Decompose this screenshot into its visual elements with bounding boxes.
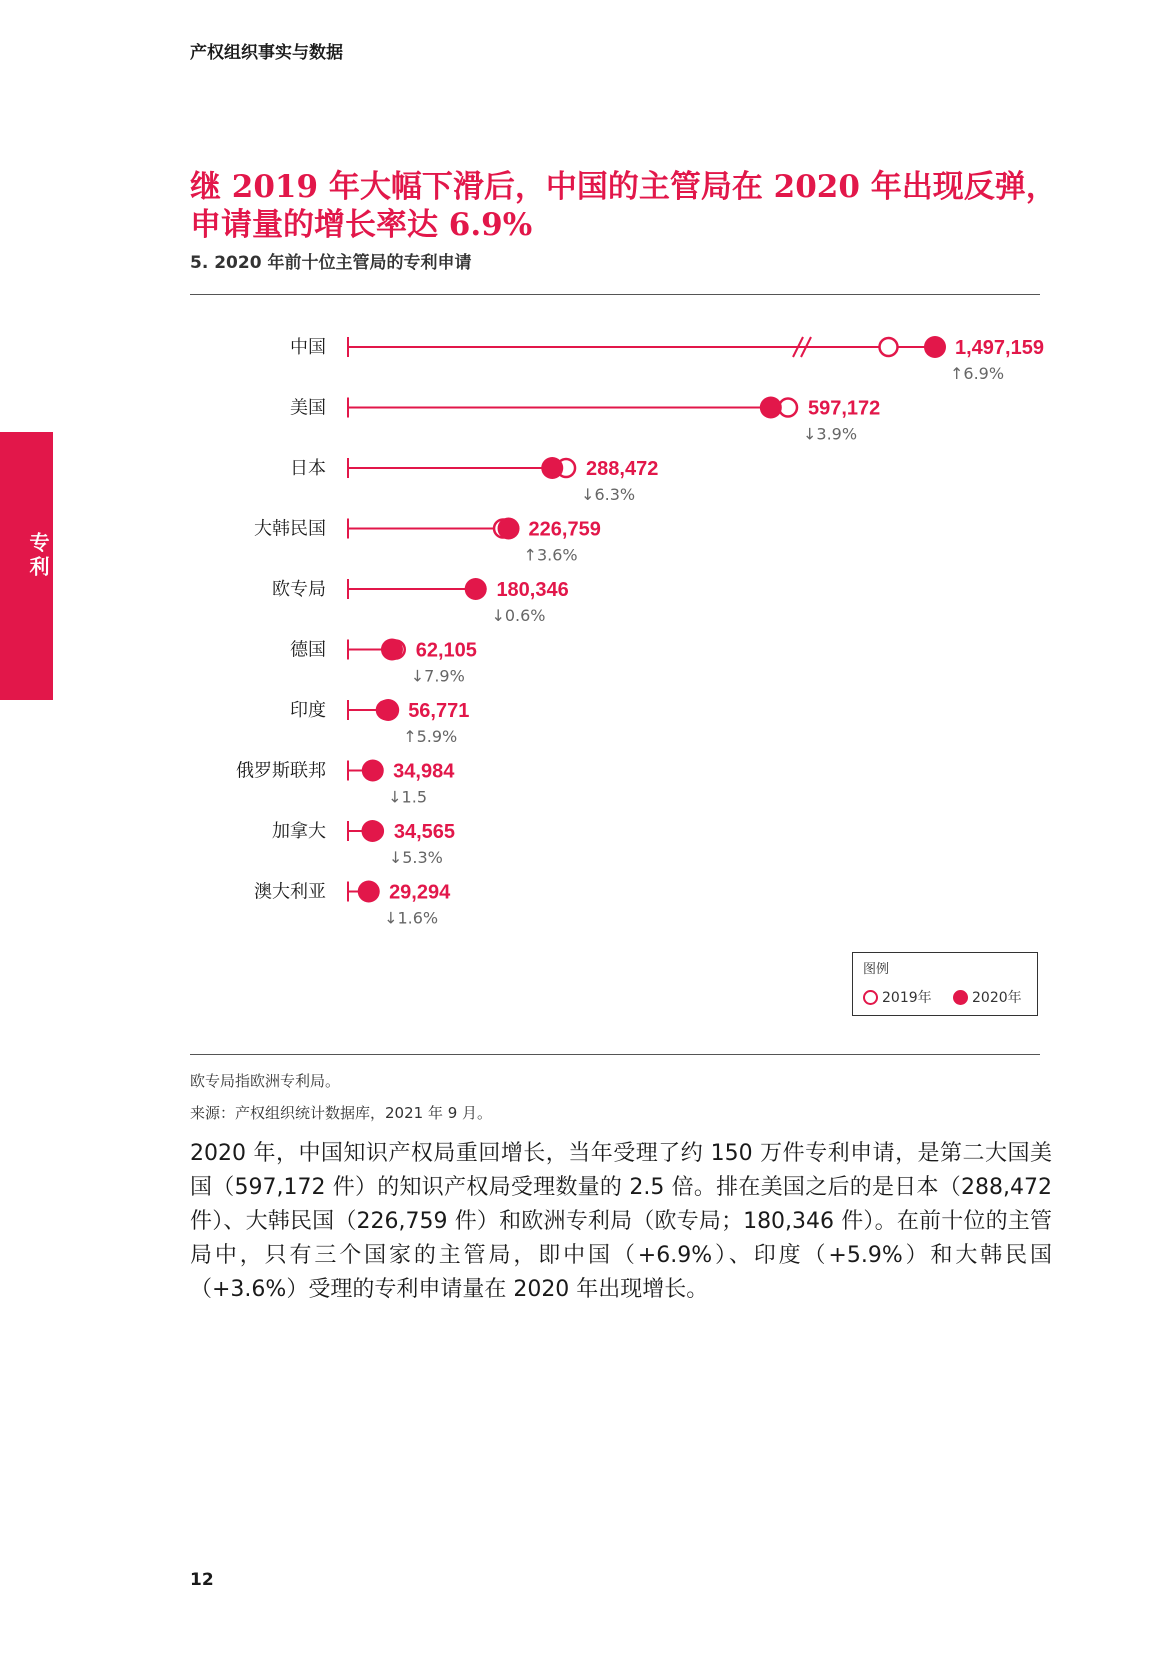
value-label: 288,472: [586, 458, 659, 480]
change-label: ↑6.9%: [950, 364, 1005, 383]
dot-2019: [880, 338, 898, 356]
dot-2020: [361, 820, 383, 842]
change-label: ↑5.9%: [403, 727, 458, 746]
change-label: ↓5.3%: [388, 848, 443, 867]
legend: [852, 952, 1038, 1016]
value-label: 226,759: [528, 518, 601, 541]
change-label: ↓1.5: [388, 787, 428, 807]
running-header: 产权组织事实与数据: [190, 43, 343, 63]
office-label: 欧专局: [272, 579, 326, 600]
change-label: ↓1.6%: [384, 908, 439, 928]
office-label: 日本: [290, 458, 326, 479]
footnote-source: 来源：产权组织统计数据库，2021 年 9 月。: [190, 1104, 493, 1122]
change-label: ↓6.3%: [581, 485, 636, 504]
legend-label-2020: 2020年: [972, 990, 1022, 1006]
change-label: ↓7.9%: [410, 666, 465, 686]
page-number: 12: [190, 1570, 214, 1590]
footnote-epo: 欧专局指欧洲专利局。: [190, 1072, 341, 1090]
office-label: 澳大利亚: [254, 881, 326, 903]
dot-2020: [358, 881, 380, 903]
change-label: ↑3.6%: [523, 545, 578, 565]
office-label: 中国: [290, 337, 326, 358]
dot-2020: [381, 639, 403, 661]
legend-label-2019: 2019年: [882, 990, 932, 1006]
headline: 继 2019 年大幅下滑后，中国的主管局在 2020 年出现反弹，申请量的增长率达 6.9%: [190, 169, 1057, 243]
filled-circle-icon: [953, 990, 968, 1005]
office-label: 德国: [290, 639, 326, 661]
value-label: 180,346: [496, 579, 569, 601]
dot-2020: [541, 457, 563, 479]
dot-2020: [362, 760, 384, 782]
value-label: 29,294: [389, 881, 451, 904]
change-label: ↓0.6%: [491, 606, 546, 625]
value-label: 34,565: [393, 821, 456, 843]
legend-item-2019: [863, 987, 932, 1007]
legend-title: 图例: [863, 962, 890, 977]
value-label: 597,172: [808, 397, 881, 420]
office-label: 大韩民国: [254, 518, 326, 540]
chart-bottom-rule: [190, 1054, 1040, 1055]
office-label: 俄罗斯联邦: [236, 760, 326, 782]
dot-2020: [924, 336, 946, 358]
side-tab-label: 专利: [26, 532, 50, 580]
value-label: 62,105: [415, 639, 477, 662]
value-label: 1,497,159: [955, 337, 1044, 359]
office-label: 美国: [290, 397, 326, 419]
open-circle-icon: [863, 990, 878, 1005]
change-label: ↓3.9%: [803, 424, 858, 444]
body-paragraph: 2020 年，中国知识产权局重回增长，当年受理了约 150 万件专利申请，是第二大国美国（597,172 件）的知识产权局受理数量的 2.5 倍。排在美国之后的是日本（288,472 件）、大韩民国（226,759 件）和欧洲专利局（欧专局；180,346 件）。在前十位的主管局中，只有三个国家的主管局，即中国（+6.9%）、印度（+5.9%）和大韩民国（+3.6%）受理的专利申请量在 2020 年出现增长。: [190, 1141, 1052, 1302]
value-label: 34,984: [393, 760, 455, 783]
dot-2020: [760, 397, 782, 419]
office-label: 印度: [290, 700, 326, 721]
value-label: 56,771: [408, 700, 470, 722]
dot-2020: [498, 518, 520, 540]
dot-2020: [377, 699, 399, 721]
office-label: 加拿大: [272, 821, 326, 842]
dot-2020: [465, 578, 487, 600]
legend-item-2020: [953, 987, 1022, 1007]
chart-caption: 5. 2020 年前十位主管局的专利申请: [190, 253, 472, 273]
